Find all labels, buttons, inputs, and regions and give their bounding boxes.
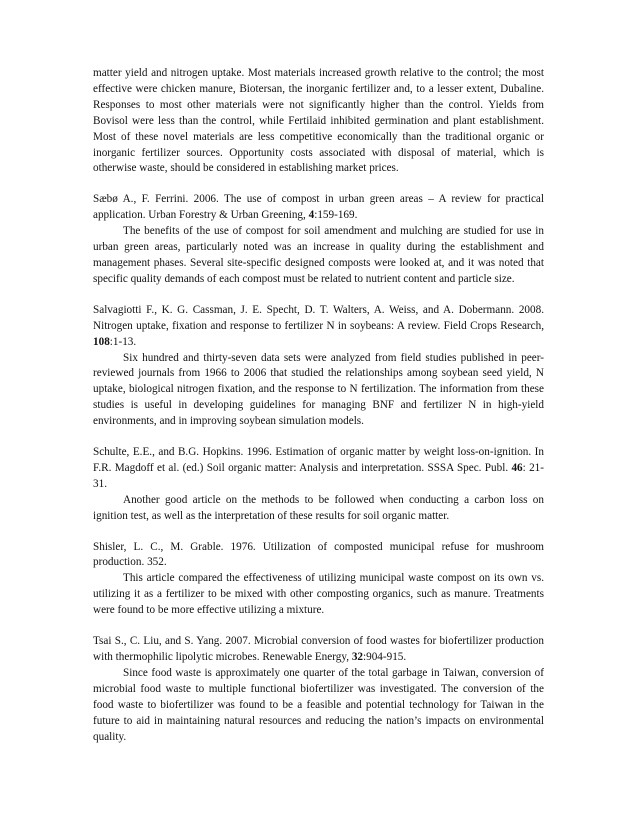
citation-text: Shisler, L. C., M. Grable. 1976. Utilization of composted municipal refuse for mushroom production. 352. — [93, 540, 544, 569]
abstract: Another good article on the methods to be followed when conducting a carbon loss on ignition test, as well as the interpretation of these results for soil organic matter. — [93, 493, 544, 522]
abstract: Six hundred and thirty-seven data sets were analyzed from field studies published in peer-reviewed journals from 1966 to 2006 that studied the relationships among soybean seed yield, N uptake, biological nitrogen fixation, and the response to N fertilization. The information from these studies is useful in developing guidelines for managing BNF and fertilizer N in high-yield environments, and in improving soybean simulation models. — [93, 351, 544, 428]
citation-volume: 46 — [511, 461, 523, 474]
reference-entry — [93, 445, 544, 525]
citation-volume: 32 — [351, 651, 363, 663]
citation-pages: :904-915. — [363, 651, 407, 663]
citation-pages: :159-169. — [314, 209, 358, 222]
abstract: The benefits of the use of compost for soil amendment and mulching are studied for use in urban green areas, particularly noted was an increase in quality during the establishment and management phases. Several site-specific designed composts were looked at, and it was noted that specific quality demands of each compost must be related to nutrient content and particle size. — [93, 225, 544, 285]
abstract: This article compared the effectiveness of utilizing municipal waste compost on its own vs. utilizing it as a fertilizer to be mixed with other composting organics, such as manure. Treatments were found to be more effective utilizing a mixture. — [93, 572, 544, 617]
citation-pages: : 21-31. — [93, 461, 544, 490]
citation — [93, 445, 544, 493]
citation-pages: :1-13. — [109, 335, 137, 348]
reference-entry — [93, 303, 544, 430]
citation-text: Sæbø A., F. Ferrini. 2006. The use of compost in urban green areas – A review for practical application. Urban Forestry & Urban Greening, — [93, 193, 544, 222]
citation-volume: 108 — [93, 335, 110, 348]
citation-text: Schulte, E.E., and B.G. Hopkins. 1996. Estimation of organic matter by weight loss-on-ignition. In F.R. Magdoff et al. (ed.) Soil organic matter: Analysis and interpretation. SSSA Spec. Publ. — [93, 446, 544, 474]
reference-entry — [93, 192, 544, 287]
citation — [93, 540, 544, 572]
citation-text: Salvagiotti F., K. G. Cassman, J. E. Specht, D. T. Walters, A. Weiss, and A. Dobermann. 2008. Nitrogen uptake, fixation and response to fertilizer N in soybeans: A review. Field Crops Research, — [93, 303, 544, 332]
citation — [93, 303, 544, 351]
document-page — [93, 66, 544, 745]
reference-entry — [93, 634, 544, 745]
abstract: Since food waste is approximately one quarter of the total garbage in Taiwan, conversion of microbial food waste to multiple functional biofertilizer was investigated. The conversion of the food waste to biofertilizer was found to be a feasible and potential technology for Taiwan in the future to aid in maintaining natural resources and reducing the nation’s impacts on environmental quality. — [93, 666, 544, 743]
citation-volume: 4 — [308, 209, 315, 222]
citation — [93, 634, 544, 666]
citation — [93, 192, 544, 224]
reference-entry — [93, 540, 544, 620]
intro-paragraph: matter yield and nitrogen uptake. Most materials increased growth relative to the control; the most effective were chicken manure, Biotersan, the inorganic fertilizer and, to a lesser extent, Dubaline. Responses to most other materials were not significantly higher than the control. Yields from Bovisol were less than the control, while Fertilaid inhibited germination and plant establishment. Most of these novel materials are less competitive economically than the traditional organic or inorganic fertilizer sources. Opportunity costs associated with disposal of material, which is otherwise waste, should be considered in establishing market prices. — [93, 67, 544, 175]
citation-text: Tsai S., C. Liu, and S. Yang. 2007. Microbial conversion of food wastes for biofertilizer production with thermophilic lipolytic microbes. Renewable Energy, — [93, 635, 544, 663]
